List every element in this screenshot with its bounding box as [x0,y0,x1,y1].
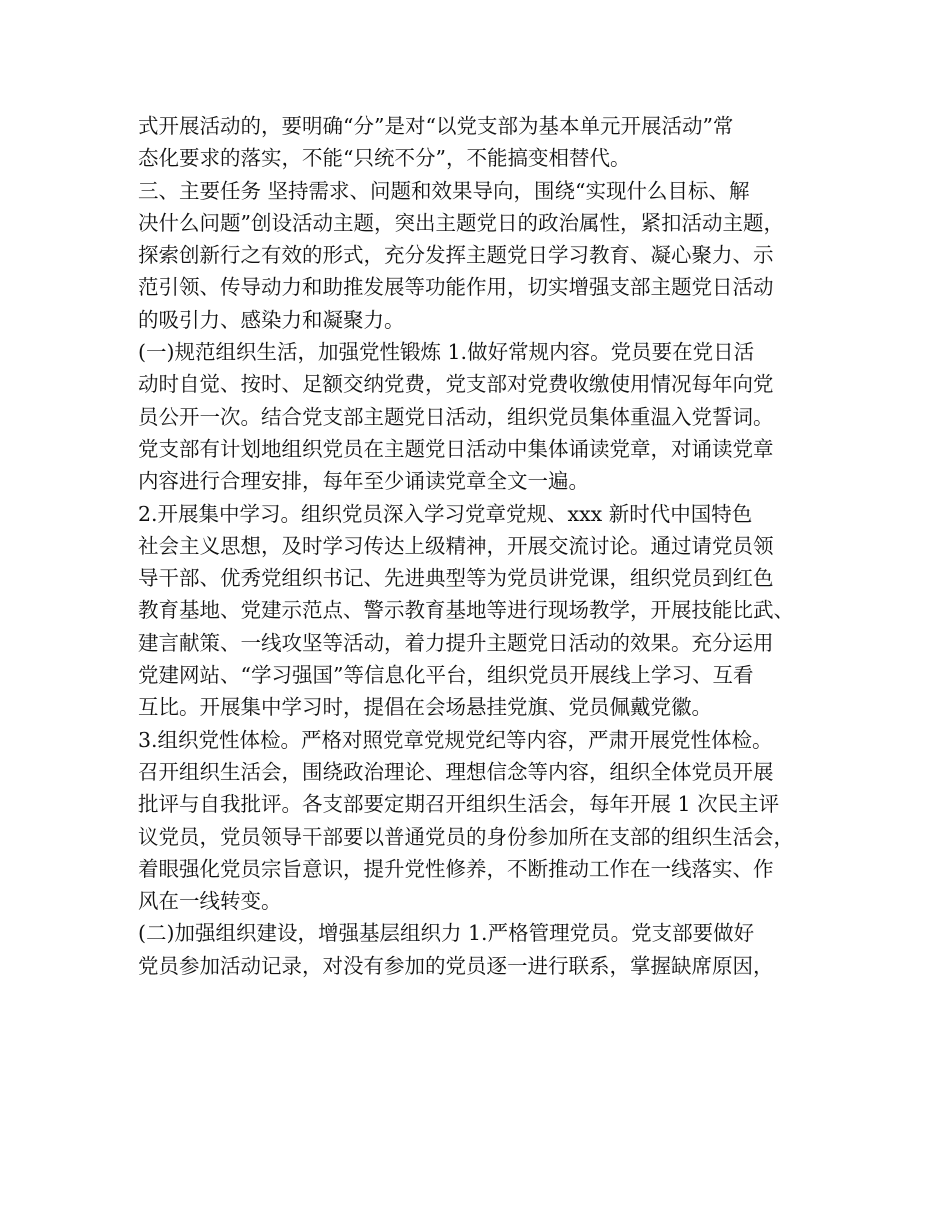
text-line: 动时自觉、按时、足额交纳党费，党支部对党费收缴使用情况每年向党 [138,372,774,397]
text-line: 教育基地、党建示范点、警示教育基地等进行现场教学，开展技能比武、 [138,598,794,623]
text-line: 3.组织党性体检。严格对照党章党规党纪等内容，严肃开展党性体检。 [138,727,773,752]
text-line: 三、主要任务 坚持需求、问题和效果导向，围绕“实现什么目标、解 [138,178,750,203]
text-line: 态化要求的落实，不能“只统不分”，不能搞变相替代。 [138,146,631,171]
text-line: 建言献策、一线攻坚等活动，着力提升主题党日活动的效果。充分运用 [138,630,774,655]
text-line: 导干部、优秀党组织书记、先进典型等为党员讲党课，组织党员到红色 [138,566,774,591]
text-line: 互比。开展集中学习时，提倡在会场悬挂党旗、党员佩戴党徽。 [138,695,712,720]
text-line: 范引领、传导动力和助推发展等功能作用，切实增强支部主题党日活动 [138,275,774,300]
text-line: 党员参加活动记录，对没有参加的党员逐一进行联系，掌握缺席原因， [138,953,774,978]
text-line: 议党员，党员领导干部要以普通党员的身份参加所在支部的组织生活会， [138,824,794,849]
text-line: (一)规范组织生活，加强党性锻炼 1.做好常规内容。党员要在党日活 [138,340,755,365]
text-line: 风在一线转变。 [138,889,282,914]
text-line: 社会主义思想，及时学习传达上级精神，开展交流讨论。通过请党员领 [138,533,774,558]
text-line: 党支部有计划地组织党员在主题党日活动中集体诵读党章，对诵读党章 [138,436,774,461]
text-line: 党建网站、“学习强国”等信息化平台，组织党员开展线上学习、互看 [138,663,754,688]
text-line: 着眼强化党员宗旨意识，提升党性修养，不断推动工作在一线落实、作 [138,856,774,881]
text-line: 的吸引力、感染力和凝聚力。 [138,307,405,332]
paragraph-section-two [138,917,828,982]
text-line: 批评与自我批评。各支部要定期召开组织生活会，每年开展 1 次民主评 [138,792,780,817]
text-line: 员公开一次。结合党支部主题党日活动，组织党员集体重温入党誓词。 [138,404,774,429]
text-line: (二)加强组织建设，增强基层组织力 1.严格管理党员。党支部要做好 [138,921,755,946]
paragraph-intro-continuation [138,110,828,175]
text-line: 探索创新行之有效的形式，充分发挥主题党日学习教育、凝心聚力、示 [138,243,774,268]
document-body [138,110,828,982]
text-line: 召开组织生活会，围绕政治理论、理想信念等内容，组织全体党员开展 [138,759,774,784]
text-line: 决什么问题”创设活动主题，突出主题党日的政治属性，紧扣活动主题， [138,210,784,235]
text-line: 内容进行合理安排，每年至少诵读党章全文一遍。 [138,469,589,494]
text-line: 2.开展集中学习。组织党员深入学习党章党规、xxx 新时代中国特色 [138,501,753,526]
paragraph-item-two [138,498,828,724]
text-line: 式开展活动的，要明确“分”是对“以党支部为基本单元开展活动”常 [138,114,734,138]
paragraph-item-three [138,724,828,918]
paragraph-section-one [138,336,828,497]
paragraph-main-tasks [138,175,828,336]
